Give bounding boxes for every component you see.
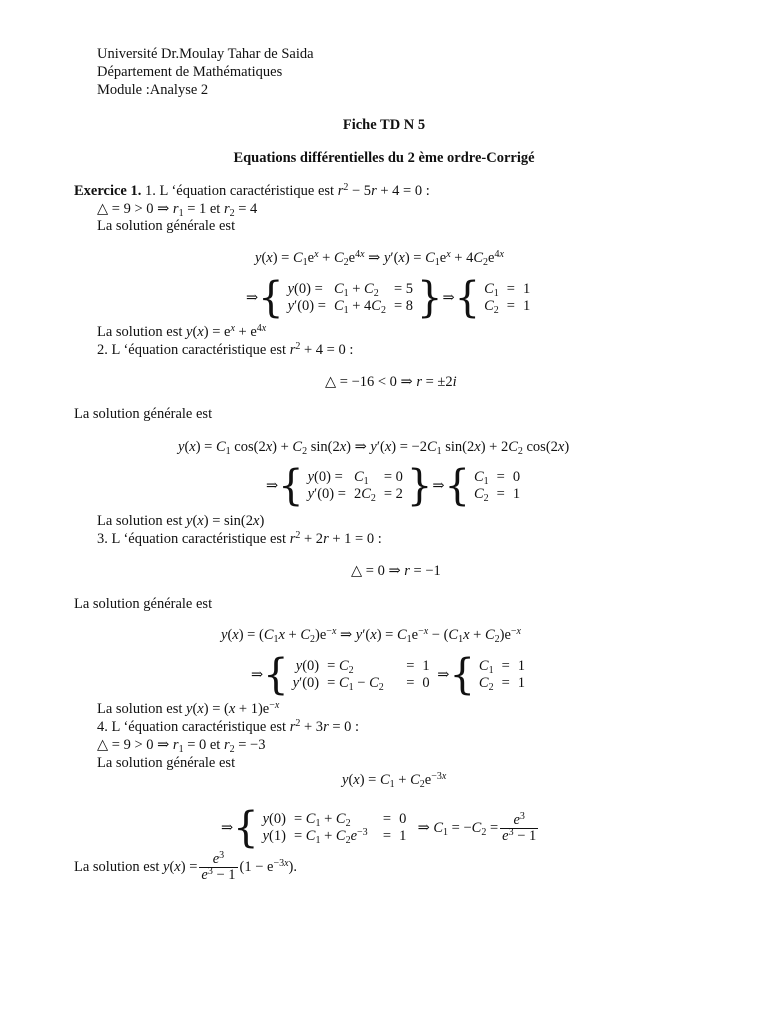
q4-discriminant: △ = 9 > 0 ⇒ $r_1 = 0$ et $r_2 = -3$ xyxy=(97,737,266,755)
q3-discriminant: △ = 0 ⇒ r = −1 xyxy=(351,563,441,579)
university-name: Université Dr.Moulay Tahar de Saida xyxy=(97,46,314,62)
module-name: Module :Analyse 2 xyxy=(97,82,209,98)
q4-gen-sol-label: La solution générale est xyxy=(97,755,236,771)
q2-intro-line: 2. L ‘équation caractéristique est $r^2 + 4 = 0$ : xyxy=(97,341,354,358)
q4-gen-sol-eq: $y(x) = C_1 + C_2e^{-3x}$ xyxy=(342,771,447,790)
exercise-1-line xyxy=(74,183,430,200)
q2-gen-sol-label: La solution générale est xyxy=(74,406,213,422)
q3-gen-sol-label: La solution générale est xyxy=(74,596,213,612)
q4-solution: La solution est y(x) = $\frac{e^3}{e^3 - 1}$ $(1 - e^{-3x})$. xyxy=(74,850,298,883)
q1-intro: 1. L ‘équation caractéristique est xyxy=(145,183,335,199)
q2-gen-sol-eq: $y(x) = C_1$ $\cos(2x) + C_2$ sin(2x) ⇒ $y'(x) = -2C_1$ $\sin(2x) + 2C_2$ cos(2x) xyxy=(178,439,570,457)
q2-solution: La solution est y(x) = sin(2x) xyxy=(97,513,265,529)
sheet-title: Fiche TD N 5 xyxy=(342,117,426,133)
q1-solution: La solution est $y(x) = e^x + e^{4x}$ xyxy=(97,323,267,340)
q1-gen-sol-eq: $y(x) = C_1e^x + C_2e^{4x}$ ⇒ $y'(x) = C_1e^x + 4C_2e^{4x}$ xyxy=(255,249,504,268)
q2-discriminant: △ = −16 < 0 ⇒ r = ±2i xyxy=(325,374,457,390)
department-name: Département de Mathématiques xyxy=(97,64,283,80)
q1-gen-sol-label: La solution générale est xyxy=(97,218,236,234)
q3-solution: La solution est $y(x) = (x + 1)e^{-x}$ xyxy=(97,700,280,717)
q4-intro-line: 4. L ‘équation caractéristique est $r^2 + 3r = 0$ : xyxy=(97,718,360,735)
q3-gen-sol-eq: $y(x) = (C_1x + C_2)e^{-x}$ ⇒ $y'(x) = C_1e^{-x} - (C_1x + C_2)e^{-x}$ xyxy=(221,626,521,645)
q2-system: ⇒ { y(0) = $C_1$ = 0 y′(0) = $2C_2$ = 2 } ⇒ { $C_1$ = 0 $C_2$ = 1 xyxy=(266,461,521,511)
exercise-label: Exercice 1. xyxy=(74,183,142,199)
q3-intro-line: 3. L ‘équation caractéristique est $r^2 + 2r + 1 = 0$ : xyxy=(97,530,382,547)
q1-char-eq: $r^2 - 5r + 4 = 0$ : xyxy=(337,182,430,199)
sheet-subtitle: Equations différentielles du 2 ème ordre-Corrigé xyxy=(233,150,535,166)
q3-system: ⇒ { y(0) = $C_2$ = 1 y′(0) = $C_1 - C_2$ = 0 ⇒ { $C_1$ = 1 $C_2$ = 1 xyxy=(251,650,526,700)
q1-system: ⇒ { y(0) = $C_1 + C_2$ = 5 y′(0) = $C_1 + 4C_2$ = 8 } ⇒ { $C_1$ = 1 $C_2$ = 1 xyxy=(246,273,531,323)
q1-discriminant: △ = 9 > 0 ⇒ $r_1 = 1$ et $r_2 = 4$ xyxy=(97,201,258,219)
q4-system: ⇒ { y(0) = $C_1 + C_2$ = 0 y(1) = $C_1 + C_2e^{-3}$ = 1 ⇒ $C_1 = -C_2$ = $\frac{e^3}{e^3 - 1}$ xyxy=(221,803,537,853)
